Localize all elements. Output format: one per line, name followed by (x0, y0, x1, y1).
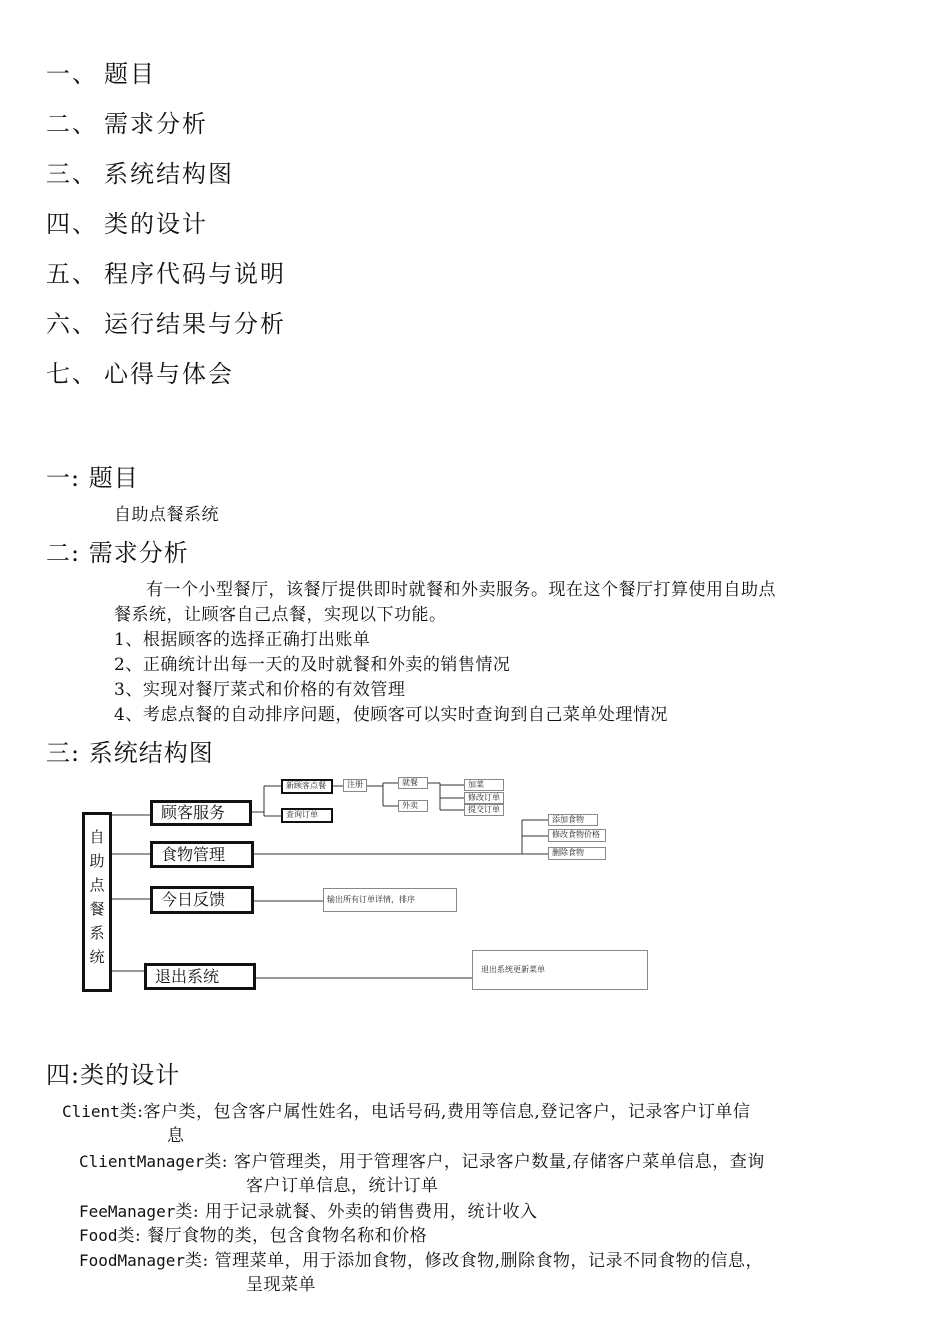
toc-title: 题目 (104, 60, 156, 88)
section-3-heading: 三: 系统结构图 (46, 739, 214, 767)
output-orders-node: 输出所有订单详情，排序 (323, 888, 457, 912)
section-2-intro-line2: 餐系统，让顾客自己点餐，实现以下功能。 (114, 605, 447, 625)
toc-number: 三、 (46, 160, 98, 188)
toc-title: 运行结果与分析 (104, 310, 286, 338)
toc-number: 七、 (46, 360, 98, 388)
root-char: 统 (89, 948, 105, 966)
class-foodmanager-line2: 呈现菜单 (246, 1275, 316, 1295)
section-2-intro-line1: 有一个小型餐厅，该餐厅提供即时就餐和外卖服务。现在这个餐厅打算使用自助点 (146, 580, 776, 600)
class-food-line (79, 1221, 427, 1246)
class-desc: 类: 餐厅食物的类，包含食物名称和价格 (117, 1226, 428, 1246)
class-clientmanager-line2: 客户订单信息，统计订单 (246, 1176, 439, 1196)
toc-number: 一、 (46, 60, 98, 88)
exit-system-node: 退出系统 (144, 963, 256, 990)
submit-order-node: 提交订单 (464, 804, 504, 816)
modify-order-node: 修改订单 (464, 792, 504, 804)
requirement-item: 2、正确统计出每一天的及时就餐和外卖的销售情况 (114, 655, 511, 675)
class-client-line1 (62, 1097, 750, 1122)
requirement-item: 3、实现对餐厅菜式和价格的有效管理 (114, 680, 406, 700)
toc-item (46, 56, 286, 106)
section-4-heading: 四:类的设计 (46, 1061, 181, 1089)
toc-item (46, 306, 286, 356)
root-char: 助 (89, 852, 105, 870)
table-of-contents (46, 56, 286, 406)
class-name: ClientManager (79, 1152, 205, 1171)
requirement-item: 4、考虑点餐的自动排序问题，使顾客可以实时查询到自己菜单处理情况 (114, 705, 668, 725)
class-desc: 类: 管理菜单，用于添加食物，修改食物,删除食物，记录不同食物的信息， (184, 1251, 764, 1271)
register-node: 注册 (343, 779, 367, 792)
section-1-heading: 一: 题目 (46, 464, 139, 492)
class-name: FeeManager (79, 1202, 176, 1221)
query-order-node: 查询订单 (281, 808, 333, 823)
food-management-node: 食物管理 (150, 841, 254, 868)
class-feemanager-line (79, 1197, 537, 1222)
toc-number: 六、 (46, 310, 98, 338)
toc-item (46, 356, 286, 406)
new-customer-node: 新顾客点餐 (281, 779, 333, 794)
class-name: FoodManager (79, 1251, 185, 1270)
dine-in-node: 就餐 (398, 777, 428, 789)
class-desc: 类:客户类，包含客户属性姓名，电话号码,费用等信息,登记客户，记录客户订单信 (119, 1102, 751, 1122)
class-clientmanager-line1 (79, 1147, 765, 1172)
exit-update-menu-node: 退出系统更新菜单 (472, 950, 648, 990)
toc-item (46, 206, 286, 256)
toc-item (46, 256, 286, 306)
requirement-item: 1、根据顾客的选择正确打出账单 (114, 630, 371, 650)
takeout-node: 外卖 (398, 800, 428, 812)
toc-number: 五、 (46, 260, 98, 288)
delete-food-node: 删除食物 (548, 847, 606, 860)
root-char: 点 (89, 876, 105, 894)
root-char: 餐 (89, 900, 105, 918)
client-service-node: 顾客服务 (150, 800, 252, 826)
today-feedback-node: 今日反馈 (150, 886, 254, 914)
section-1-text: 自助点餐系统 (114, 505, 219, 525)
toc-title: 程序代码与说明 (104, 260, 286, 288)
root-node (82, 812, 112, 992)
class-name: Client (62, 1102, 120, 1121)
toc-number: 二、 (46, 110, 98, 138)
class-desc: 类: 客户管理类，用于管理客户，记录客户数量,存储客户菜单信息，查询 (204, 1152, 765, 1172)
modify-food-price-node: 修改食物价格 (548, 829, 606, 842)
root-char: 系 (89, 924, 105, 942)
toc-title: 心得与体会 (104, 360, 234, 388)
toc-title: 需求分析 (104, 110, 208, 138)
class-foodmanager-line1 (79, 1246, 763, 1271)
system-structure-diagram (78, 770, 658, 995)
toc-item (46, 156, 286, 206)
toc-title: 类的设计 (104, 210, 208, 238)
section-2-heading: 二: 需求分析 (46, 539, 189, 567)
add-dish-node: 加菜 (464, 779, 504, 791)
toc-title: 系统结构图 (104, 160, 234, 188)
toc-number: 四、 (46, 210, 98, 238)
add-food-node: 添加食物 (548, 814, 598, 826)
root-char: 自 (89, 828, 105, 846)
class-client-line2: 息 (167, 1126, 185, 1146)
class-name: Food (79, 1226, 118, 1245)
class-desc: 类: 用于记录就餐、外卖的销售费用，统计收入 (175, 1202, 538, 1222)
toc-item (46, 106, 286, 156)
